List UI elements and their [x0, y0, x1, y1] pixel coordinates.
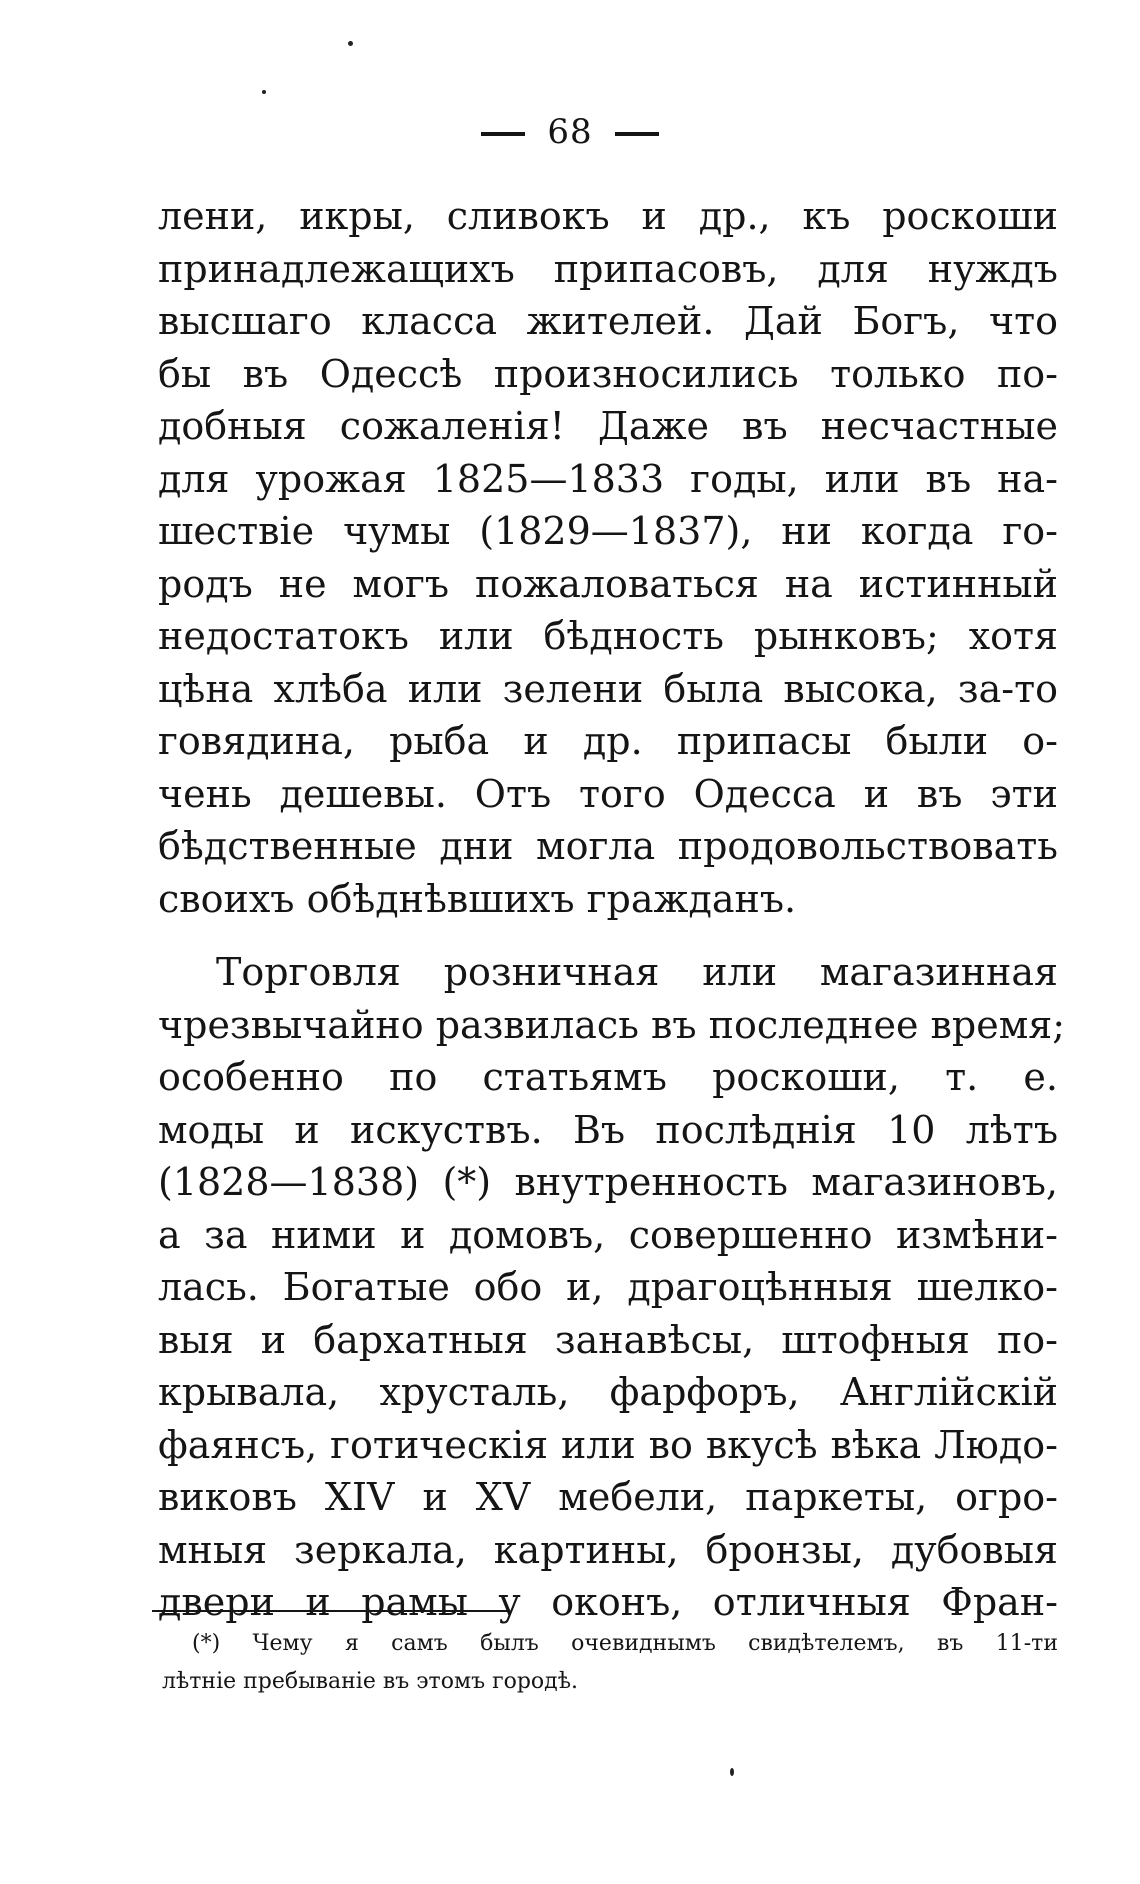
- text-line: добныя сожаленія! Даже въ несчастные: [158, 404, 1058, 448]
- footnote: [162, 1625, 1058, 1701]
- footnote-line: лѣтніе пребываніе въ этомъ городѣ.: [162, 1669, 578, 1694]
- text-line: бѣдственные дни могла продовольствовать: [158, 824, 1058, 868]
- text-line: цѣна хлѣба или зелени была высока, за-то: [158, 666, 1058, 711]
- text-line: принадлежащихъ припасовъ, для нуждъ: [158, 246, 1058, 291]
- footnote-line: (*) Чему я самъ былъ очевиднымъ свидѣтелемъ, въ 11-ти: [192, 1631, 1058, 1656]
- text-line: шествіе чумы (1829—1837), ни когда го-: [158, 509, 1058, 553]
- paragraph-2: [158, 946, 1066, 1629]
- text-line: чень дешевы. Отъ того Одесса и въ эти: [158, 771, 1058, 816]
- text-line: мныя зеркала, картины, бронзы, дубовыя: [158, 1527, 1058, 1572]
- text-line: лени, икры, сливокъ и др., къ роскоши: [158, 194, 1058, 238]
- text-line: говядина, рыба и др. припасы были о-: [158, 719, 1058, 763]
- text-line: бы въ Одессѣ произносились только по-: [158, 351, 1058, 396]
- page-number-value: 68: [547, 112, 593, 152]
- text-line: особенно по статьямъ роскоши, т. е.: [158, 1055, 1058, 1099]
- footnote-divider: [152, 1610, 507, 1612]
- print-speck: [348, 41, 353, 46]
- page-number-dash-left: [481, 132, 525, 136]
- text-line: лась. Богатые обо и, драгоцѣнныя шелко-: [158, 1265, 1058, 1309]
- text-line: чрезвычайно развилась въ последнее время;: [158, 1002, 1066, 1047]
- text-line: двери и рамы у оконъ, отличныя Фран-: [158, 1580, 1058, 1624]
- text-line: высшаго класса жителей. Дай Богъ, что: [158, 299, 1058, 343]
- text-line: Торговля розничная или магазинная: [216, 950, 1058, 994]
- page-number: [0, 112, 1140, 152]
- text-line: крывала, хрусталь, фарфоръ, Англійскій: [158, 1370, 1058, 1414]
- text-line: фаянсъ, готическія или во вкусѣ вѣка Людо-: [158, 1422, 1058, 1467]
- page-number-dash-right: [615, 132, 659, 136]
- text-line: (1828—1838) (*) внутренность магазиновъ,: [158, 1160, 1058, 1204]
- text-line: родъ не могъ пожаловаться на истинный: [158, 561, 1058, 606]
- text-line: своихъ обѣднѣвшихъ гражданъ.: [158, 876, 797, 921]
- paragraph-1: [158, 190, 1058, 925]
- print-speck: [730, 1768, 734, 1776]
- text-line: а за ними и домовъ, совершенно измѣни-: [158, 1212, 1058, 1257]
- text-line: для урожая 1825—1833 годы, или въ на-: [158, 456, 1058, 501]
- text-line: виковъ XIV и XV мебели, паркеты, огро-: [158, 1475, 1058, 1519]
- text-line: недостатокъ или бѣдность рынковъ; хотя: [158, 614, 1058, 658]
- print-speck: [262, 90, 266, 94]
- text-line: моды и искуствъ. Въ послѣднія 10 лѣтъ: [158, 1107, 1058, 1152]
- body-text: [158, 190, 1066, 1629]
- text-line: выя и бархатныя занавѣсы, штофныя по-: [158, 1317, 1058, 1362]
